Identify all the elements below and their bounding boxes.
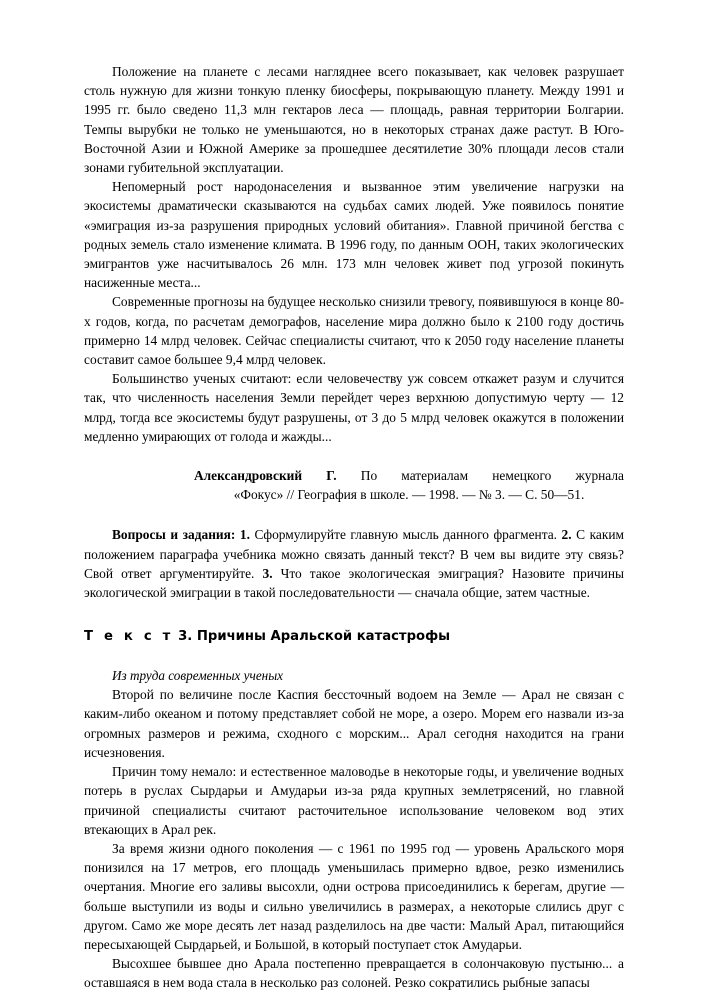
section-paragraph-4: Высохшее бывшее дно Арала постепенно превращается в солончаковую пустыню... а оставшаяся в нем вода стала в несколько раз солоней. Резко сократились рыбные запасы — [84, 956, 624, 991]
attribution-author: Александровский Г. — [194, 468, 337, 484]
question-text-2: С каким положением параграфа учебника можно связать данный текст? В чем вы видите эту связь? Свой ответ аргументируйте. — [84, 527, 624, 581]
question-text-1: Сформулируйте главную мысль данного фрагмента. — [254, 527, 557, 543]
section-paragraph-1: Второй по величине после Каспия бессточный водоем на Земле — Арал не связан с каким-либо океаном и потому представляет собой не море, а озеро. Морем его назвали из-за огромных размеров и режима, сходного с морским... Арал сегодня находится на грани исчезновения. — [84, 687, 624, 760]
source-attribution — [84, 466, 624, 504]
question-text-3: Что такое экологическая эмиграция? Назовите причины экологической эмиграции в такой последовательности — сначала общие, затем частные. — [84, 565, 624, 601]
attribution-line-2: «Фокус» // География в школе. — 1998. — № 3. — С. 50—51. — [233, 487, 585, 503]
paragraph-2: Непомерный рост народонаселения и вызванное этим увеличение нагрузки на экосистемы драматически сказываются на судьбах самих людей. Уже появилось понятие «эмиграция из-за разрушения природных условий обитания». Главной причиной бегства с родных земель стало изменение климата. В 1996 году, по данным ООН, таких экологических эмигрантов уже насчитывалось 26 млн. 173 млн человек живет под угрозой покинуть насиженные места... — [84, 179, 624, 291]
paragraph-4: Большинство ученых считают: если человечеству уж совсем откажет разум и случится так, что численность населения Земли перейдет через верхнюю допустимую черту — 12 млрд, тогда все экосистемы будут разрушены, от 3 до 5 млрд человек окажутся в положении медленно умирающих от голода и жажды... — [84, 371, 624, 444]
question-number-2: 2. — [561, 527, 572, 543]
section-heading — [84, 628, 624, 646]
paragraph-1: Положение на планете с лесами нагляднее всего показывает, как человек разрушает столь нужную для жизни тонкую пленку биосферы, покрывающую планету. Между 1991 и 1995 гг. было сведено 11,3 млн гектаров леса — площадь, равная территории Болгарии. Темпы вырубки не только не уменьшаются, но в некоторых странах даже растут. В Юго-Восточной Азии и Южной Америке за прошедшее десятилетие 30% площади лесов стали зонами губительной эксплуатации. — [84, 64, 624, 176]
paragraph-3: Современные прогнозы на будущее несколько снизили тревогу, появившуюся в конце 80-х годов, когда, по расчетам демографов, население мира должно было к 2100 году достичь примерно 14 млрд человек. Сейчас специалисты считают, что к 2050 году население планеты составит самое большее 9,4 млрд человек. — [84, 294, 624, 368]
section-paragraph-2: Причин тому немало: и естественное маловодье в некоторые годы, и увеличение водных потерь в руслах Сырдарьи и Амударьи из-за ряда крупных землетрясений, но главной причиной специалисты считают расточительное использование человеком вод этих втекающих в Арал рек. — [84, 764, 624, 837]
text-column — [84, 62, 624, 993]
question-number-3: 3. — [262, 565, 273, 581]
section-heading-title: 3. Причины Аральской катастрофы — [178, 629, 451, 645]
questions-label: Вопросы и задания: — [112, 527, 236, 543]
section-paragraph-3: За время жизни одного поколения — с 1961 по 1995 год — уровень Аральского моря понизился на 17 метров, его площадь уменьшилась примерно вдвое, резко изменились очертания. Многие его заливы высохли, одни острова присоединились к берегам, другие — больше выступили из воды и сильно увеличились в размерах, а некоторые слились друг с другом. Само же море десять лет назад разделилось на две части: Малый Арал, питающийся пересыхающей Сырдарьей, и Большой, в который поступает сток Амударьи. — [84, 840, 624, 952]
section-heading-label: Т е к с т — [84, 629, 174, 645]
section-subtitle: Из труда современных ученых — [112, 668, 284, 684]
question-number-1: 1. — [239, 527, 250, 543]
attribution-source-part-1: По материалам немецкого журнала — [360, 468, 624, 484]
attribution-line-1 — [194, 466, 624, 485]
questions-block — [84, 525, 624, 602]
